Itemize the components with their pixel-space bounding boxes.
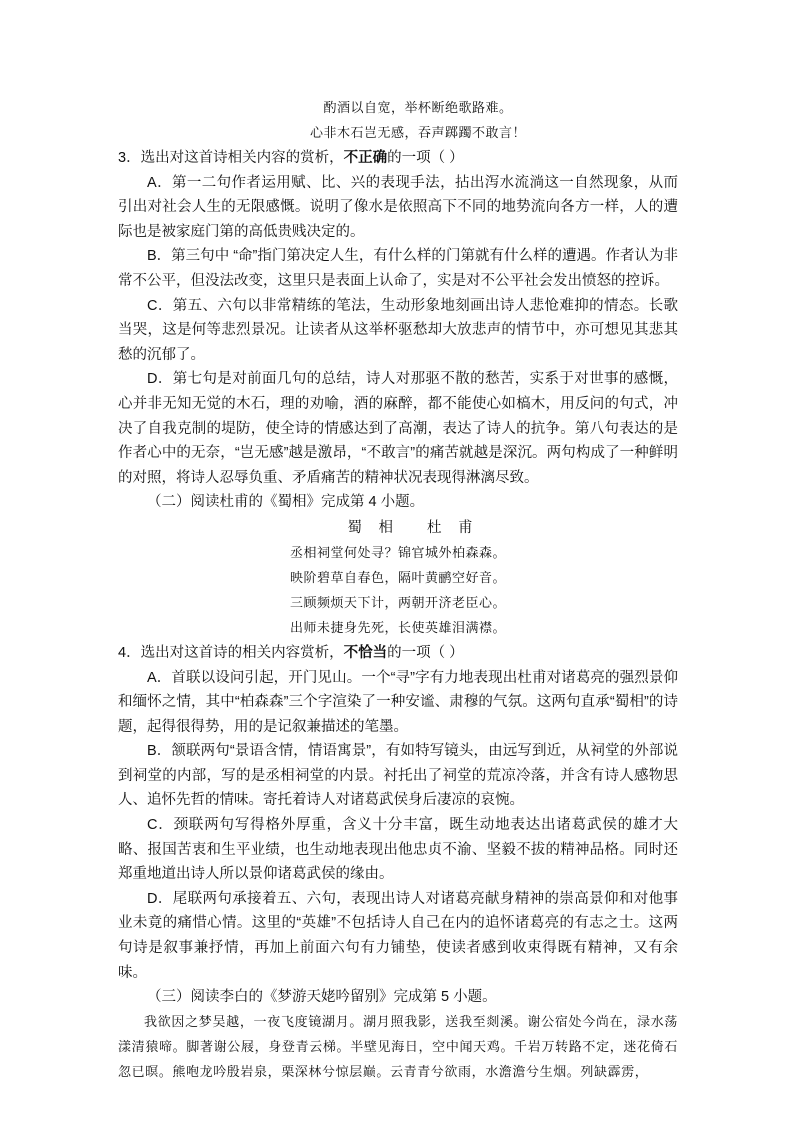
section-3-text: 我欲因之梦吴越，一夜飞度镜湖月。湖月照我影，送我至剡溪。谢公宿处今尚在，渌水荡漾清猿啼。脚著谢公屐，身登青云梯。半壁见海日，空中闻天鸡。千岩万转路不定，迷花倚石忽已暝。熊咆龙吟殷岩泉，栗深林兮惊层巅。云青青兮欲雨，水澹澹兮生烟。列缺霹雳， [118, 1014, 678, 1080]
poem-line: 三顾频烦天下计，两朝开济老臣心。 [289, 595, 506, 611]
poem-line: 酌酒以自宽，举杯断绝歌路难。 [323, 101, 513, 116]
poem-heading [118, 515, 678, 541]
question-3-option-c: C．第五、六句以非常精练的笔法，生动形象地刻画出诗人悲怆难抑的情态。长歌当哭，这是何等悲烈景况。让读者从这举杯驱愁却大放悲声的情节中，亦可想见其悲其愁的沉郁了。 [118, 297, 678, 363]
poem-title: 蜀 相 [347, 519, 399, 536]
question-3-option-a: A．第一二句作者运用赋、比、兴的表现手法，拈出泻水流淌这一自然现象，从而引出对社会人生的无限感慨。说明了像水是依照高下不同的地势流向各方一样，人的遭际也是被家庭门第的高低贵贱决定的。 [118, 174, 678, 240]
question-4-option-d: D．尾联两句承接着五、六句，表现出诗人对诸葛亮献身精神的崇高景仰和对他事业未竟的痛惜心情。这里的“英雄”不包括诗人自己在内的追怀诸葛亮的有志之士。这两句诗是叙事兼抒情，再加上前面六句有力铺垫，使读者感到收束得既有精神，又有余味。 [118, 890, 678, 981]
poem-author: 杜 甫 [427, 519, 479, 536]
question-4-option-b: B．颔联两句“景语含情，情语寓景”，有如特写镜头，由远写到近，从祠堂的外部说到祠堂的内部，写的是丞相祠堂的内景。衬托出了祠堂的荒凉冷落，并含有诗人感物思人、追怀先哲的情味。寄托着诗人对诸葛武侯身后凄凉的哀惋。 [118, 743, 678, 809]
question-4-emphasis: 不恰当 [343, 644, 388, 661]
question-3-option-d: D．第七句是对前面几句的总结，诗人对那驱不散的愁苦，实系于对世事的感慨，心并非无知无觉的木石，理的劝喻，酒的麻醉，都不能使心如槁木，用反问的句式，冲决了自我克制的堤防，使全诗的情感达到了高潮，表达了诗人的抗争。第八句表达的是作者心中的无奈，“岂无感”越是激昂，“不敢言”的痛苦就越是深沉。两句构成了一种鲜明的对照，将诗人忍辱负重、矛盾痛苦的精神状况表现得淋漓尽致。 [118, 371, 678, 486]
question-3-option-b: B．第三句中 “命”指门第决定人生，有什么样的门第就有什么样的遭遇。作者认为非常不公平，但没法改变，这里只是表面上认命了，实是对不公平社会发出愤怒的控诉。 [118, 248, 678, 289]
poem-line: 心非木石岂无感，吞声踯躅不敢言！ [309, 126, 526, 141]
section-2-title: （二）阅读杜甫的《蜀相》完成第 4 小题。 [147, 494, 425, 511]
poem-line: 映阶碧草自春色，隔叶黄鹂空好音。 [289, 570, 506, 586]
section-3-title: （三）阅读李白的《梦游天姥吟留别》完成第 5 小题。 [147, 989, 497, 1006]
question-4-suffix: 的一项（ ） [387, 644, 464, 661]
question-4-option-a: A．首联以设问引起，开门见山。一个“寻”字有力地表现出杜甫对诸葛亮的强烈景仰和缅怀之情，其中“柏森森”三个字渲染了一种安谧、肃穆的气氛。这两句直承“蜀相”的诗题，起得很得势，用的是记叙兼描述的笔墨。 [118, 669, 678, 735]
question-4-option-c: C．颈联两句写得格外厚重，含义十分丰富，既生动地表达出诸葛武侯的雄才大略、报国苦衷和生平业绩，也生动地表现出他忠贞不渝、坚毅不拔的精神品格。同时还郑重地道出诗人所以景仰诸葛武侯的缘由。 [118, 817, 678, 883]
question-4-prefix: 4．选出对这首诗的相关内容赏析， [118, 644, 344, 661]
question-3-emphasis: 不正确 [343, 150, 388, 166]
poem-line: 丞相祠堂何处寻？锦官城外柏森森。 [289, 545, 506, 561]
question-3-prefix: 3．选出对这首诗相关内容的赏析， [118, 150, 344, 166]
question-4-stem [118, 641, 678, 666]
question-3-suffix: 的一项（ ） [387, 150, 464, 166]
poem-line: 出师未捷身先死，长使英雄泪满襟。 [289, 620, 506, 636]
question-3-stem [118, 146, 678, 171]
document-page [118, 96, 678, 1085]
